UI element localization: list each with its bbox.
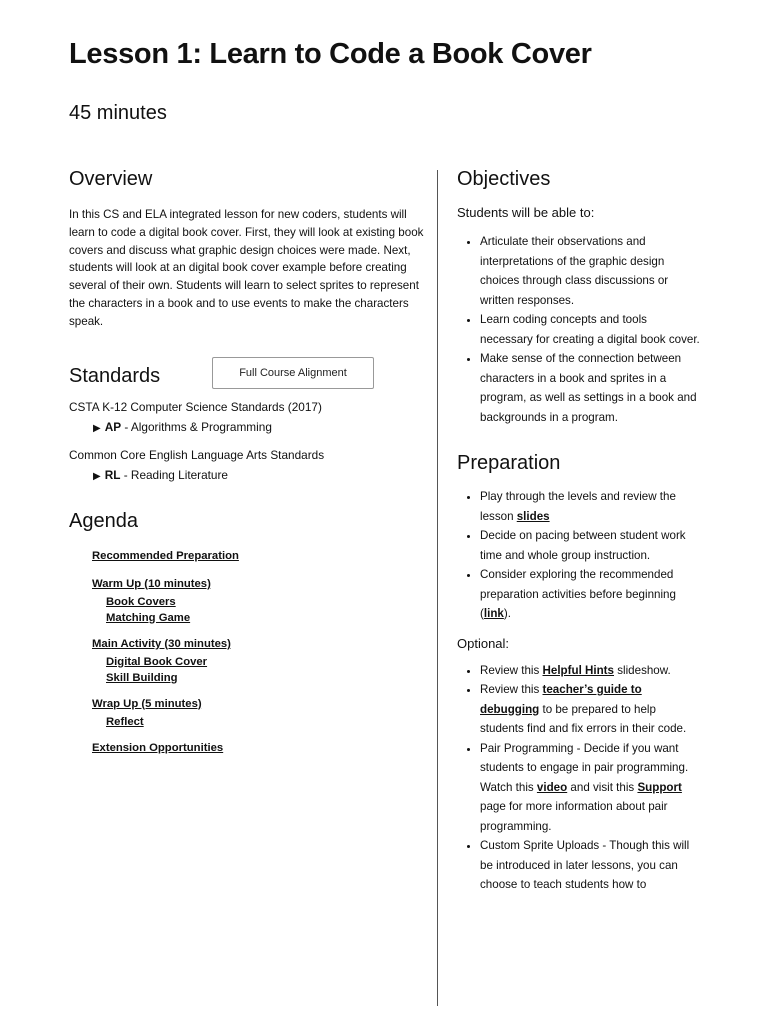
agenda-group [92, 549, 424, 564]
column-divider [437, 170, 438, 1006]
optional-item: • Review this Helpful Hints slideshow. [480, 661, 702, 681]
preparation-list [457, 487, 702, 624]
slides-link[interactable]: slides [516, 509, 550, 523]
agenda-list [92, 549, 424, 756]
expand-triangle-icon[interactable]: ▶ [93, 470, 101, 482]
agenda-link-skill-building[interactable]: Skill Building [106, 671, 178, 684]
agenda-link-extension-opportunities[interactable]: Extension Opportunities [92, 741, 224, 754]
standard-framework-csta: CSTA K-12 Computer Science Standards (2017) [69, 399, 322, 414]
standard-code: RL [104, 467, 121, 482]
agenda-link-warm-up[interactable]: Warm Up (10 minutes) [92, 577, 211, 590]
objectives-intro: Students will be able to: [457, 205, 595, 220]
preparation-link[interactable]: link [483, 607, 504, 620]
lesson-duration: 45 minutes [69, 102, 167, 124]
agenda-link-recommended-preparation[interactable]: Recommended Preparation [92, 549, 239, 562]
agenda-group [92, 741, 424, 756]
optional-list [457, 661, 702, 895]
objective-item: • Learn coding concepts and tools necessary for creating a digital book cover. [480, 310, 702, 349]
page-title: Lesson 1: Learn to Code a Book Cover [69, 38, 592, 70]
optional-label: Optional: [457, 635, 510, 651]
agenda-group [92, 577, 424, 624]
agenda-link-wrap-up[interactable]: Wrap Up (5 minutes) [92, 697, 202, 710]
objective-item: • Make sense of the connection between characters in a book and sprites in a program, as well as settings in a book and backgrounds in a program. [480, 349, 702, 427]
agenda-link-digital-book-cover[interactable]: Digital Book Cover [106, 655, 208, 668]
standard-item-rl[interactable] [93, 468, 424, 482]
standard-description: - Reading Literature [120, 467, 228, 482]
right-column [457, 168, 702, 895]
preparation-heading: Preparation [457, 452, 561, 474]
expand-triangle-icon[interactable]: ▶ [93, 422, 101, 434]
overview-text: In this CS and ELA integrated lesson for new coders, students will learn to code a digital book cover. First, they will look at existing book covers and discuss what graphic design choices were made. Next, students will look at an digital book cover example before creating several of their own. Students will learn to select sprites to represent the characters in a book and to use events to make the characters speak. [69, 208, 424, 328]
optional-item: • Custom Sprite Uploads - Though this will be introduced in later lessons, you can choose to teach students how to [480, 836, 702, 895]
optional-item: • Review this teacher’s guide to debugging to be prepared to help students find and fix errors in their code. [480, 680, 702, 739]
objectives-heading: Objectives [457, 168, 551, 190]
debugging-guide-link[interactable]: teacher’s guide to debugging [480, 683, 642, 716]
standard-code: AP [104, 419, 122, 434]
standard-description: - Algorithms & Programming [121, 419, 272, 434]
agenda-link-matching-game[interactable]: Matching Game [106, 611, 191, 624]
left-column [69, 168, 424, 756]
agenda-heading: Agenda [69, 509, 138, 532]
overview-heading: Overview [69, 168, 153, 190]
preparation-item: • Decide on pacing between student work time and whole group instruction. [480, 526, 702, 565]
preparation-item: • Play through the levels and review the lesson slides [480, 487, 702, 526]
standard-item-ap[interactable] [93, 420, 424, 434]
standards-heading: Standards [69, 364, 161, 387]
standards-header [69, 357, 424, 397]
helpful-hints-link[interactable]: Helpful Hints [542, 663, 614, 677]
support-link[interactable]: Support [637, 780, 682, 794]
agenda-link-reflect[interactable]: Reflect [106, 715, 144, 728]
objective-item: • Articulate their observations and interpretations of the graphic design choices through class discussions or written responses. [480, 232, 702, 310]
objectives-list [457, 232, 702, 427]
agenda-link-main-activity[interactable]: Main Activity (30 minutes) [92, 637, 231, 650]
agenda-link-book-covers[interactable]: Book Covers [106, 595, 176, 608]
optional-item: • Pair Programming - Decide if you want students to engage in pair programming. Watch this video and visit this Support page for more information about pair programming. [480, 739, 702, 837]
preparation-item: • Consider exploring the recommended preparation activities before beginning (link). [480, 565, 702, 624]
standard-framework-ccss: Common Core English Language Arts Standards [69, 447, 325, 462]
agenda-group [92, 697, 424, 728]
video-link[interactable]: video [536, 780, 568, 794]
full-course-alignment-button[interactable]: Full Course Alignment [212, 357, 374, 389]
agenda-group [92, 637, 424, 684]
